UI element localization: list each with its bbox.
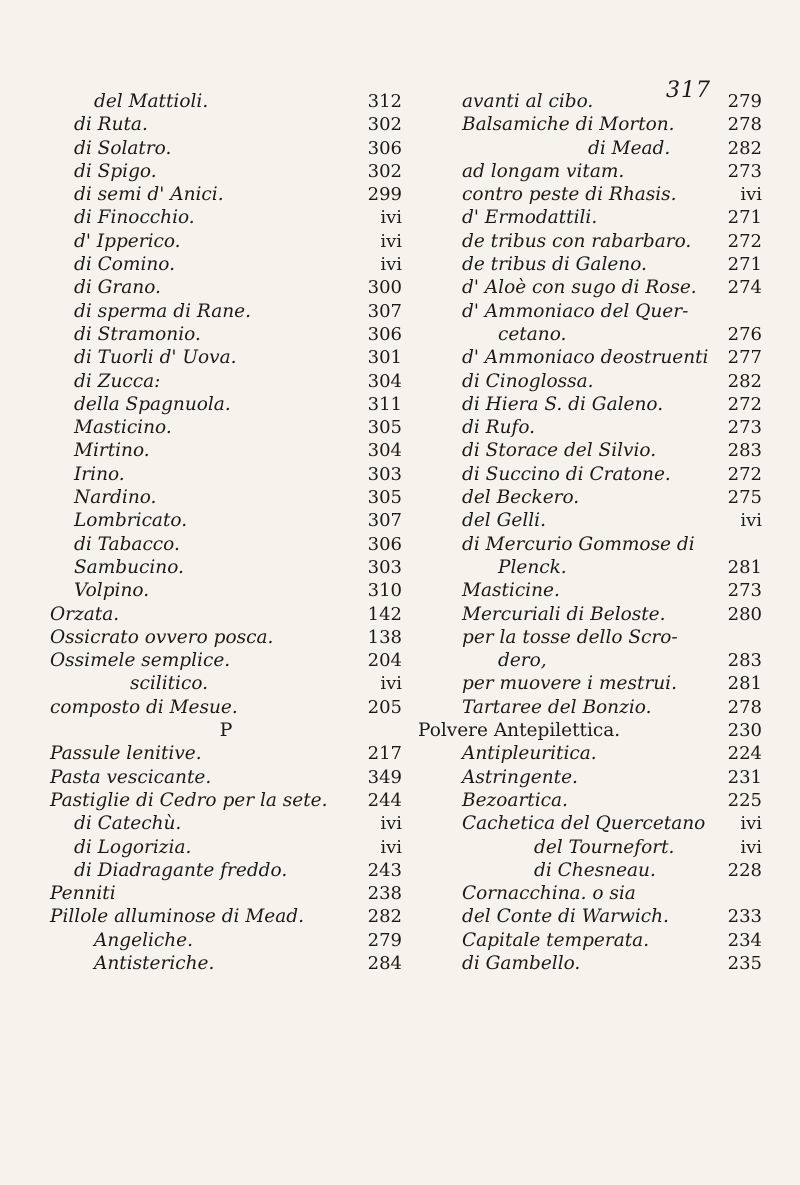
entry-page-number: 238 xyxy=(367,883,402,905)
entry-page-number: 279 xyxy=(367,929,402,951)
index-entry xyxy=(50,603,402,626)
entry-label: Irino. xyxy=(74,463,125,485)
entry-page-number: 306 xyxy=(367,323,402,345)
index-entry xyxy=(50,323,402,346)
entry-page-number: 282 xyxy=(727,370,762,392)
index-entry xyxy=(418,766,762,789)
entry-label: di Mercurio Gommose di xyxy=(462,533,695,555)
entry-page-number: 273 xyxy=(727,417,762,439)
entry-label: di sperma di Rane. xyxy=(74,300,251,322)
entry-page-number: 307 xyxy=(367,510,402,532)
entry-page-number: 217 xyxy=(367,743,402,765)
entry-page-number: 306 xyxy=(367,137,402,159)
entry-page-number: ivi xyxy=(740,510,762,532)
entry-page-number: 273 xyxy=(727,160,762,182)
index-entry xyxy=(418,952,762,975)
entry-label: di semi d' Anici. xyxy=(74,184,224,206)
entry-label: Masticine. xyxy=(462,580,560,602)
index-entry xyxy=(418,509,762,532)
entry-page-number: 278 xyxy=(727,114,762,136)
entry-label: Astringente. xyxy=(462,766,578,788)
entry-label: di Logorizia. xyxy=(74,836,192,858)
entry-page-number: 305 xyxy=(367,487,402,509)
entry-label: di Mead. xyxy=(588,137,671,159)
entry-page-number: 243 xyxy=(367,859,402,881)
entry-label: di Finocchio. xyxy=(74,207,195,229)
entry-page-number: 303 xyxy=(367,556,402,578)
entry-page-number: 302 xyxy=(367,114,402,136)
entry-page-number: 307 xyxy=(367,300,402,322)
index-entry xyxy=(50,90,402,113)
index-entry xyxy=(50,160,402,183)
index-entry xyxy=(50,579,402,602)
entry-label: di Stramonio. xyxy=(74,323,201,345)
entry-page-number: 299 xyxy=(367,184,402,206)
index-entry xyxy=(418,393,762,416)
entry-page-number: ivi xyxy=(380,836,402,858)
entry-page-number: 305 xyxy=(367,417,402,439)
entry-page-number: 301 xyxy=(367,347,402,369)
entry-label: Polvere Antepilettica. xyxy=(418,720,621,742)
entry-page-number: ivi xyxy=(380,813,402,835)
index-entry xyxy=(50,206,402,229)
entry-page-number: 272 xyxy=(727,230,762,252)
entry-label: d' Ermodattili. xyxy=(462,207,598,229)
index-entry xyxy=(418,579,762,602)
entry-label: Plenck. xyxy=(498,556,567,578)
entry-label: di Succino di Cratone. xyxy=(462,463,671,485)
entry-label: del Gelli. xyxy=(462,510,546,532)
entry-page-number: 274 xyxy=(727,277,762,299)
entry-label: Mercuriali di Beloste. xyxy=(462,603,666,625)
index-entry xyxy=(418,346,762,369)
entry-label: del Tournefort. xyxy=(534,836,675,858)
entry-label: di Gambello. xyxy=(462,952,581,974)
entry-page-number: 225 xyxy=(727,789,762,811)
entry-page-number: 310 xyxy=(367,580,402,602)
index-entry xyxy=(418,696,762,719)
entry-label: di Comino. xyxy=(74,254,176,276)
entry-label: di Diadragante freddo. xyxy=(74,859,288,881)
entry-page-number: 280 xyxy=(727,603,762,625)
index-entry xyxy=(50,742,402,765)
index-entry xyxy=(50,230,402,253)
index-entry xyxy=(50,929,402,952)
entry-label: avanti al cibo. xyxy=(462,91,594,112)
entry-page-number: 275 xyxy=(727,487,762,509)
index-entry xyxy=(50,672,402,695)
index-entry xyxy=(50,719,402,742)
entry-label: di Ruta. xyxy=(74,114,148,136)
entry-label: Pastiglie di Cedro per la sete. xyxy=(50,789,328,811)
entry-label: della Spagnuola. xyxy=(74,393,231,415)
entry-page-number: 349 xyxy=(367,766,402,788)
entry-page-number: 281 xyxy=(727,556,762,578)
entry-page-number: 306 xyxy=(367,533,402,555)
entry-page-number: 303 xyxy=(367,463,402,485)
index-entry xyxy=(50,113,402,136)
index-column-right xyxy=(418,90,762,975)
index-entry xyxy=(418,486,762,509)
index-entry xyxy=(50,626,402,649)
page-number: 317 xyxy=(666,78,711,103)
entry-label: P xyxy=(219,719,233,742)
entry-page-number: 272 xyxy=(727,393,762,415)
index-entry xyxy=(418,859,762,882)
entry-page-number: 138 xyxy=(367,626,402,648)
index-entry xyxy=(50,952,402,975)
index-entry xyxy=(418,160,762,183)
entry-label: scilitico. xyxy=(130,673,209,695)
entry-label: Ossicrato ovvero posca. xyxy=(50,626,274,648)
entry-label: de tribus di Galeno. xyxy=(462,254,647,276)
index-column-left xyxy=(50,90,402,975)
index-entry xyxy=(418,603,762,626)
index-entry xyxy=(418,253,762,276)
entry-page-number: 281 xyxy=(727,673,762,695)
entry-label: ad longam vitam. xyxy=(462,160,625,182)
entry-label: Ossimele semplice. xyxy=(50,650,231,672)
index-entry xyxy=(418,90,762,113)
index-entry xyxy=(418,929,762,952)
index-entry xyxy=(418,300,762,323)
entry-label: Antipleuritica. xyxy=(462,743,597,765)
index-entry xyxy=(50,789,402,812)
entry-page-number: 224 xyxy=(727,743,762,765)
entry-page-number: 230 xyxy=(727,720,762,742)
entry-label: Tartaree del Bonzio. xyxy=(462,696,652,718)
entry-page-number: ivi xyxy=(740,836,762,858)
index-entry xyxy=(50,439,402,462)
index-entry xyxy=(418,812,762,835)
entry-label: cetano. xyxy=(498,323,567,345)
index-entry xyxy=(50,346,402,369)
entry-label: Volpino. xyxy=(74,580,150,602)
entry-page-number: 283 xyxy=(727,440,762,462)
entry-page-number: 279 xyxy=(727,91,762,112)
entry-page-number: 273 xyxy=(727,580,762,602)
entry-label: di Solatro. xyxy=(74,137,172,159)
entry-label: Lombricato. xyxy=(74,510,188,532)
index-entry xyxy=(50,300,402,323)
entry-label: Capitale temperata. xyxy=(462,929,650,951)
index-entry xyxy=(418,276,762,299)
entry-page-number: 302 xyxy=(367,160,402,182)
entry-page-number: 271 xyxy=(727,207,762,229)
entry-label: Balsamiche di Morton. xyxy=(462,114,675,136)
entry-page-number: 228 xyxy=(727,859,762,881)
index-entry xyxy=(50,253,402,276)
entry-label: Pasta vescicante. xyxy=(50,766,212,788)
entry-label: per muovere i mestrui. xyxy=(462,673,677,695)
entry-page-number: ivi xyxy=(740,813,762,835)
index-entry xyxy=(418,439,762,462)
index-entry xyxy=(50,905,402,928)
index-entry xyxy=(50,556,402,579)
entry-label: di Rufo. xyxy=(462,417,536,439)
entry-page-number: 276 xyxy=(727,323,762,345)
index-entry xyxy=(418,789,762,812)
entry-label: di Grano. xyxy=(74,277,161,299)
index-entry xyxy=(418,556,762,579)
entry-label: Cachetica del Quercetano xyxy=(462,813,706,835)
entry-label: di Tabacco. xyxy=(74,533,180,555)
entry-label: Nardino. xyxy=(74,487,157,509)
index-entry xyxy=(50,649,402,672)
entry-label: d' Ammoniaco deostruenti xyxy=(462,347,709,369)
index-entry xyxy=(418,323,762,346)
index-entry xyxy=(50,416,402,439)
entry-page-number: ivi xyxy=(380,230,402,252)
entry-page-number: 272 xyxy=(727,463,762,485)
entry-page-number: 244 xyxy=(367,789,402,811)
entry-page-number: 283 xyxy=(727,650,762,672)
entry-label: di Zucca: xyxy=(74,370,161,392)
entry-page-number: 304 xyxy=(367,440,402,462)
entry-label: d' Ipperico. xyxy=(74,230,181,252)
entry-label: Mirtino. xyxy=(74,440,150,462)
entry-label: per la tosse dello Scro- xyxy=(462,626,678,648)
index-entry xyxy=(50,859,402,882)
index-entry xyxy=(418,626,762,649)
entry-label: dero, xyxy=(498,650,547,672)
index-entry xyxy=(418,649,762,672)
index-entry xyxy=(50,882,402,905)
entry-label: de tribus con rabarbaro. xyxy=(462,230,692,252)
index-entry xyxy=(418,742,762,765)
entry-page-number: 205 xyxy=(367,696,402,718)
entry-page-number: 277 xyxy=(727,347,762,369)
index-entry xyxy=(50,812,402,835)
entry-page-number: ivi xyxy=(380,207,402,229)
entry-label: di Storace del Silvio. xyxy=(462,440,657,462)
entry-page-number: 282 xyxy=(727,137,762,159)
index-entry xyxy=(50,463,402,486)
index-entry xyxy=(50,696,402,719)
entry-page-number: 234 xyxy=(727,929,762,951)
entry-label: Penniti xyxy=(50,883,116,905)
entry-label: di Hiera S. di Galeno. xyxy=(462,393,664,415)
index-entry xyxy=(418,463,762,486)
index-entry xyxy=(418,533,762,556)
index-entry xyxy=(418,206,762,229)
index-entry xyxy=(50,533,402,556)
entry-label: Masticino. xyxy=(74,417,172,439)
entry-page-number: 282 xyxy=(367,906,402,928)
entry-label: di Tuorli d' Uova. xyxy=(74,347,237,369)
entry-page-number: 235 xyxy=(727,952,762,974)
entry-label: di Cinoglossa. xyxy=(462,370,594,392)
entry-page-number: 204 xyxy=(367,650,402,672)
index-entry xyxy=(418,183,762,206)
index-entry xyxy=(418,230,762,253)
index-entry xyxy=(50,766,402,789)
index-entry xyxy=(50,276,402,299)
index-entry xyxy=(418,137,762,160)
entry-label: di Spigo. xyxy=(74,160,157,182)
entry-page-number: ivi xyxy=(380,673,402,695)
entry-page-number: 304 xyxy=(367,370,402,392)
index-entry xyxy=(418,882,762,905)
index-entry xyxy=(50,836,402,859)
index-entry xyxy=(50,183,402,206)
entry-label: contro peste di Rhasis. xyxy=(462,184,677,206)
entry-label: composto di Mesue. xyxy=(50,696,238,718)
entry-page-number: ivi xyxy=(380,254,402,276)
entry-label: Orzata. xyxy=(50,603,120,625)
index-entry xyxy=(418,370,762,393)
entry-label: Bezoartica. xyxy=(462,789,568,811)
entry-page-number: 278 xyxy=(727,696,762,718)
index-entry xyxy=(418,113,762,136)
entry-page-number: 142 xyxy=(367,603,402,625)
entry-page-number: 311 xyxy=(367,393,402,415)
entry-label: d' Aloè con sugo di Rose. xyxy=(462,277,697,299)
entry-label: del Mattioli. xyxy=(94,91,209,112)
entry-label: del Conte di Warwich. xyxy=(462,906,669,928)
entry-page-number: 231 xyxy=(727,766,762,788)
index-entry xyxy=(418,836,762,859)
entry-page-number: 284 xyxy=(367,952,402,974)
entry-label: Cornacchina. o sia xyxy=(462,883,636,905)
entry-page-number: 312 xyxy=(367,91,402,112)
index-entry xyxy=(418,719,762,742)
entry-label: di Chesneau. xyxy=(534,859,656,881)
entry-label: Pillole alluminose di Mead. xyxy=(50,906,304,928)
entry-label: d' Ammoniaco del Quer- xyxy=(462,300,689,322)
entry-label: del Beckero. xyxy=(462,487,580,509)
entry-label: Sambucino. xyxy=(74,556,184,578)
index-entry xyxy=(50,370,402,393)
index-entry xyxy=(50,393,402,416)
entry-page-number: 233 xyxy=(727,906,762,928)
entry-label: Angeliche. xyxy=(94,929,194,951)
entry-label: di Catechù. xyxy=(74,813,182,835)
entry-page-number: ivi xyxy=(740,184,762,206)
entry-page-number: 300 xyxy=(367,277,402,299)
entry-label: Passule lenitive. xyxy=(50,743,202,765)
index-entry xyxy=(418,416,762,439)
entry-page-number: 271 xyxy=(727,254,762,276)
index-entry xyxy=(418,672,762,695)
entry-label: Antisteriche. xyxy=(94,952,215,974)
index-entry xyxy=(50,486,402,509)
index-entry xyxy=(50,509,402,532)
index-entry xyxy=(50,137,402,160)
index-entry xyxy=(418,905,762,928)
